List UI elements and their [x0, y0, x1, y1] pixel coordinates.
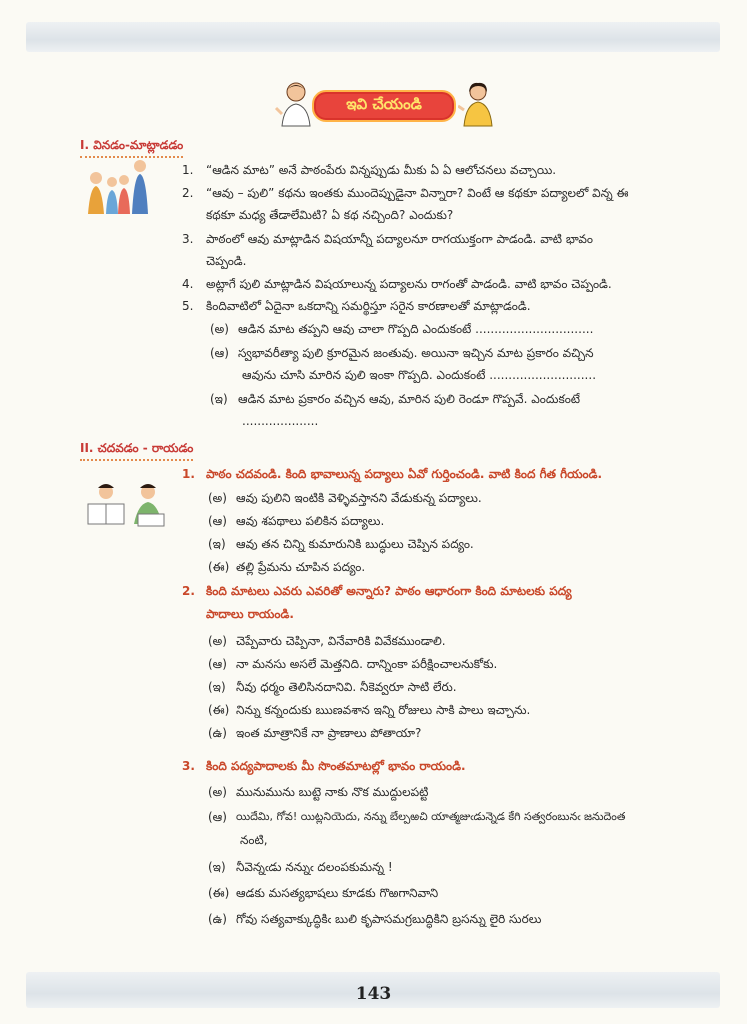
subitem-text: ఆవు పులిని ఇంటికి వెళ్ళివస్తానని వేడుకున్న పద్యాలు. [236, 491, 482, 505]
question-text: కింది మాటలు ఎవరు ఎవరితో అన్నారు? పాఠం ఆధారంగా కింది మాటలకు పద్య [206, 584, 572, 598]
question-number: 2. [182, 584, 195, 598]
subitem-label: (ఇ) [208, 860, 226, 874]
subitem-label: (ఇ) [210, 392, 228, 406]
reading-writing-illustration-icon [84, 482, 170, 528]
item-text: కిందివాటిలో ఏదైనా ఒకదాన్ని సమర్థిస్తూ సరైన కారణాలతో మాట్లాడండి. [206, 299, 531, 313]
girl-illustration-icon [458, 80, 498, 128]
item-number: 1. [182, 163, 194, 177]
item-text: కథకూ మధ్య తేడాలేమిటి? ఏ కథ నచ్చింది? ఎందుకు? [206, 208, 454, 222]
item-text: “ఆవు – పులి” కథను ఇంతకు ముందెప్పుడైనా విన్నారా? వింటే ఆ కథకూ పద్యాలలో విన్న ఈ [206, 186, 629, 200]
subitem-text: ఆవు శపథాలు పలికిన పద్యాలు. [236, 514, 385, 528]
subitem-label: (ఆ) [208, 657, 227, 671]
subitem-text: నీవు ధర్మం తెలిసినదానివి. నీకెవ్వరూ సాటి లేరు. [236, 680, 457, 694]
heading-banner [270, 80, 500, 130]
item-number: 4. [182, 277, 194, 291]
item-number: 3. [182, 232, 194, 246]
subitem-text: .................... [242, 414, 319, 428]
question-number: 1. [182, 467, 195, 481]
item-number: 2. [182, 186, 194, 200]
boy-illustration-icon [274, 80, 316, 128]
subitem-text: ఆడకు మసత్యభాషలు కూడకు గొఱగానివాని [236, 886, 439, 900]
subitem-text: తల్లి ప్రేమను చూపిన పద్యం. [236, 560, 366, 574]
subitem-label: (ఈ) [208, 886, 230, 900]
question-text: పాదాలు రాయండి. [206, 607, 294, 621]
subitem-text: ఇంత మాత్రానికే నా ప్రాణాలు పోతాయా? [236, 726, 422, 740]
subitem-text: యిదేమి, గోవ! యిట్లనియెదు, నన్ను బేల్పఱచి యాత్మజుఁడున్నెడ కేగి సత్వరంబునఁ జనుదెంత [236, 810, 626, 823]
subitem-text: నంటి, [240, 833, 268, 847]
subitem-text: చెప్పేవారు చెప్పినా, వినేవారికి వివేకముండాలి. [236, 634, 446, 648]
subitem-label: (ఆ) [208, 514, 227, 528]
page-number: 143 [355, 984, 392, 1004]
question-text: పాఠం చదవండి. కింది భావాలున్న పద్యాలు ఏవో గుర్తించండి. వాటి కింద గీత గీయండి. [206, 467, 603, 481]
subitem-text: నిన్ను కన్నందుకు ఋణవశాన ఇన్ని రోజులు సాకి పాలు ఇచ్చాను. [236, 703, 531, 717]
subitem-label: (అ) [208, 785, 227, 799]
top-band [26, 22, 720, 52]
subitem-label: (ఇ) [208, 537, 226, 551]
item-text: చెప్పండి. [206, 254, 247, 268]
question-text: కింది పద్యపాదాలకు మీ సొంతమాటల్లో భావం రాయండి. [206, 759, 466, 773]
subitem-text: నా మనసు అసలే మెత్తనిది. దాన్నింకా పరీక్షించాలనుకోకు. [236, 657, 498, 671]
subitem-text: నీవెన్నఁడు నన్నుఁ దలంపకుమన్న ! [236, 860, 393, 874]
subitem-text: గోవు సత్యవాక్కుద్ధికిఁ బులి కృపాసమగ్రబుద్ధికిని బ్రసన్ను లైరి సురలు [236, 912, 542, 926]
item-text: అట్లాగే పులి మాట్లాడిన విషయాలున్న పద్యాలను రాగంతో పాడండి. వాటి భావం చెప్పండి. [206, 277, 612, 291]
subitem-label: (ఉ) [208, 726, 227, 740]
subitem-label: (ఈ) [208, 560, 230, 574]
subitem-label: (అ) [208, 634, 227, 648]
page-title: ఇవి చేయండి [312, 90, 456, 122]
subitem-text: మునుమును బుట్టె నాకు నొక ముద్దులపట్టి [236, 785, 429, 799]
subitem-label: (ఈ) [208, 703, 230, 717]
subitem-text: స్వభావరీత్యా పులి క్రూరమైన జంతువు. అయినా ఇచ్చిన మాట ప్రకారం వచ్చిన [238, 346, 594, 360]
item-text: “ఆడిన మాట” అనే పాఠంపేరు విన్నప్పుడు మీకు ఏ ఏ ఆలోచనలు వచ్చాయి. [206, 163, 557, 177]
item-text: పాఠంలో ఆవు మాట్లాడిన విషయాన్నీ పద్యాలనూ రాగయుక్తంగా పాడండి. వాటి భావం [206, 232, 593, 246]
subitem-text: ఆవు తన చిన్ని కుమారునికి బుద్ధులు చెప్పిన పద్యం. [236, 537, 474, 551]
subitem-label: (ఉ) [208, 912, 227, 926]
subitem-label: (అ) [208, 491, 227, 505]
question-number: 3. [182, 759, 195, 773]
section-2-heading: II. చదవడం - రాయడం [80, 441, 193, 461]
family-illustration-icon [84, 158, 154, 216]
section-1-heading: I. వినడం-మాట్లాడడం [80, 138, 183, 158]
subitem-label: (ఇ) [208, 680, 226, 694]
subitem-label: (ఆ) [208, 810, 227, 824]
subitem-text: ఆవును చూసి మారిన పులి ఇంకా గొప్పది. ఎందుకంటే ............................ [242, 368, 597, 382]
subitem-text: ఆడిన మాట ప్రకారం వచ్చిన ఆవు, మారిన పులి రెండూ గొప్పవే. ఎందుకంటే [238, 392, 581, 406]
subitem-label: (అ) [210, 322, 229, 336]
subitem-label: (ఆ) [210, 346, 229, 360]
item-number: 5. [182, 299, 194, 313]
subitem-text: ఆడిన మాట తప్పని ఆవు చాలా గొప్పది ఎందుకంటే ............................... [238, 322, 594, 336]
